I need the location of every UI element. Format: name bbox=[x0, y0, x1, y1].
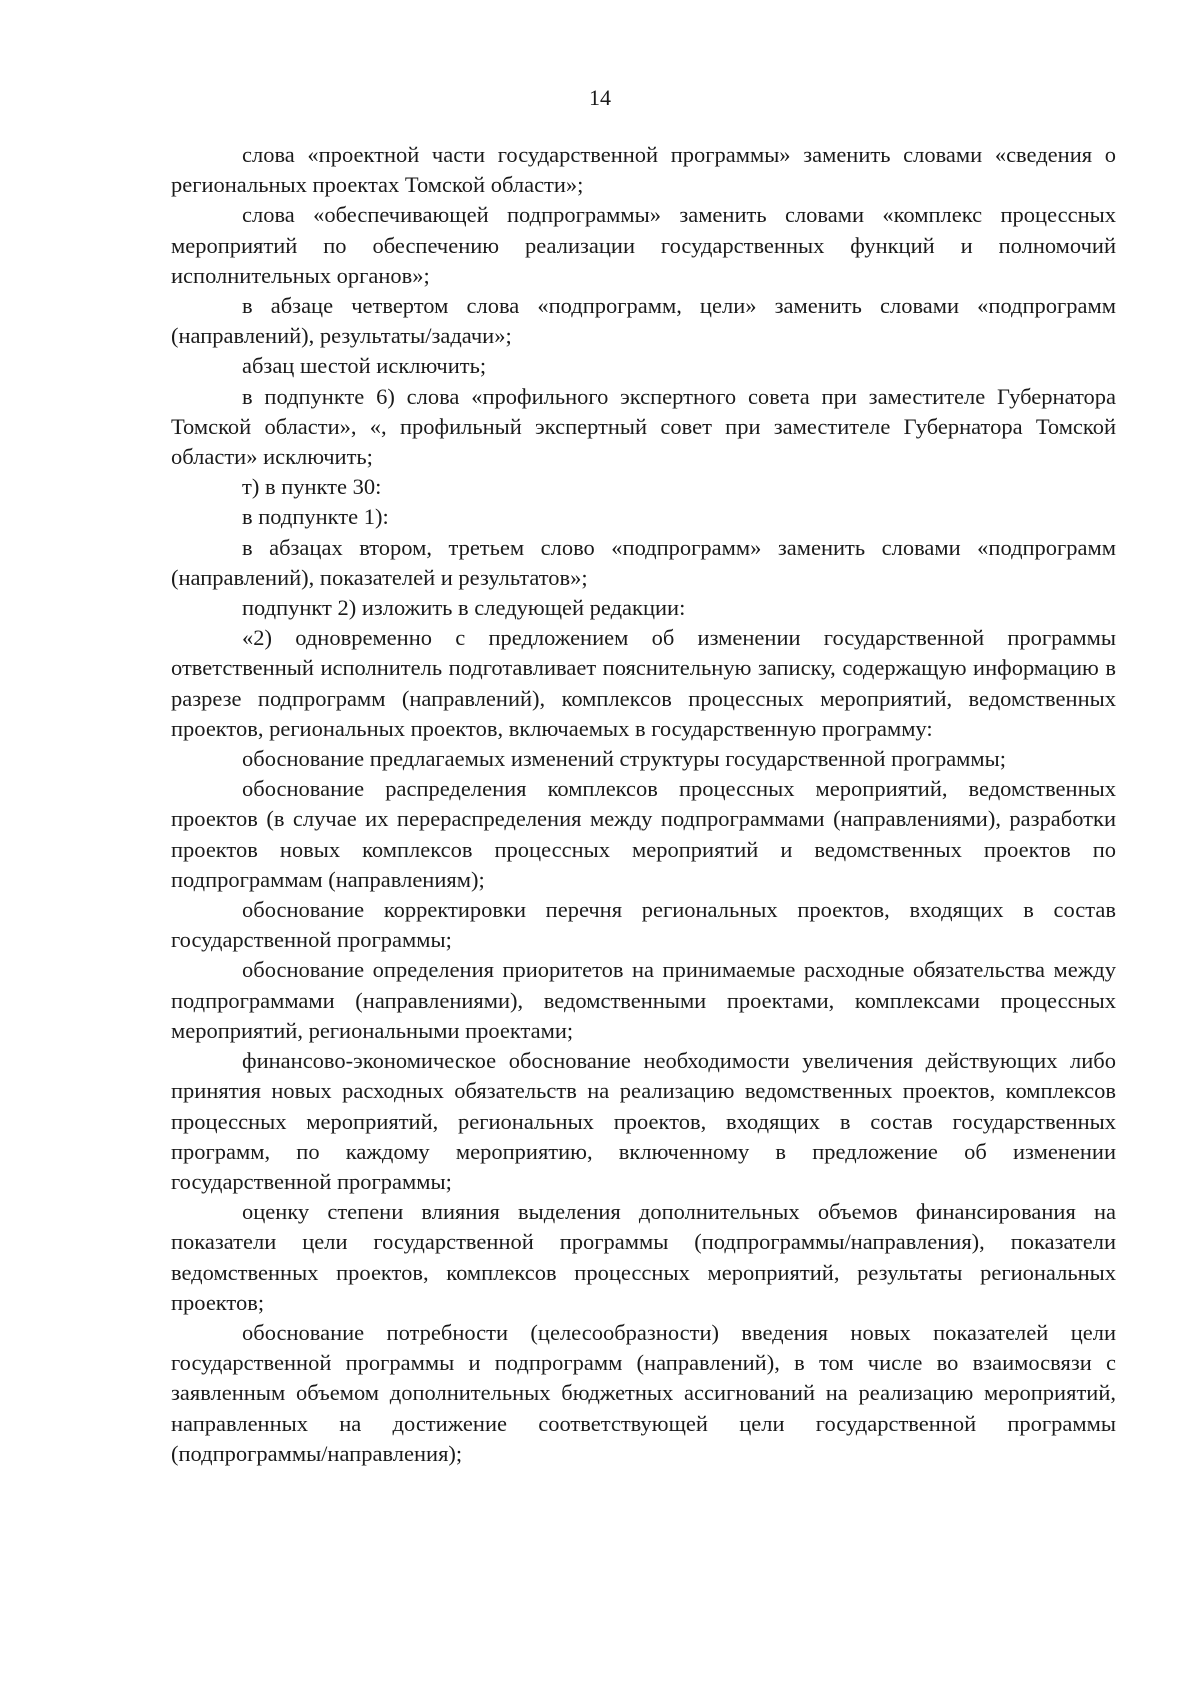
document-body bbox=[171, 140, 1116, 1469]
paragraph-10: «2) одновременно с предложением об изменении государственной программы ответственный исполнитель подготавливает пояснительную записку, содержащую информацию в разрезе подпрограмм (направлений), комплексов процессных мероприятий, ведомственных проектов, региональных проектов, включаемых в государственную программу: bbox=[171, 625, 1116, 741]
paragraph-9: подпункт 2) изложить в следующей редакции: bbox=[242, 595, 686, 621]
paragraph-17: обоснование потребности (целесообразности) введения новых показателей цели государственной программы и подпрограмм (направлений), в том числе во взаимосвязи с заявленным объемом дополнительных бюджетных ассигнований на реализацию мероприятий, направленных на достижение соответствующей цели государственной программы (подпрограммы/направления); bbox=[171, 1319, 1116, 1466]
paragraph-8: в абзацах втором, третьем слово «подпрограмм» заменить словами «подпрограмм (направлений), показателей и результатов»; bbox=[171, 534, 1116, 590]
paragraph-12: обоснование распределения комплексов процессных мероприятий, ведомственных проектов (в случае их перераспределения между подпрограммами (направлениями), разработки проектов новых комплексов процессных мероприятий и ведомственных проектов по подпрограммам (направлениям); bbox=[171, 776, 1116, 892]
paragraph-14: обоснование определения приоритетов на принимаемые расходные обязательства между подпрограммами (направлениями), ведомственными проектами, комплексами процессных мероприятий, региональными проектами; bbox=[171, 957, 1116, 1043]
paragraph-4: абзац шестой исключить; bbox=[242, 353, 487, 379]
paragraph-13: обоснование корректировки перечня региональных проектов, входящих в состав государственной программы; bbox=[171, 897, 1116, 953]
paragraph-5: в подпункте 6) слова «профильного экспертного совета при заместителе Губернатора Томской области», «, профильный экспертный совет при заместителе Губернатора Томской области» исключить; bbox=[171, 383, 1116, 470]
paragraph-15: финансово-экономическое обоснование необходимости увеличения действующих либо принятия новых расходных обязательств на реализацию ведомственных проектов, комплексов процессных мероприятий, региональных проектов, входящих в состав государственных программ, по каждому мероприятию, включенному в предложение об изменении государственной программы; bbox=[171, 1048, 1116, 1194]
paragraph-3: в абзаце четвертом слова «подпрограмм, цели» заменить словами «подпрограмм (направлений), результаты/задачи»; bbox=[171, 293, 1116, 349]
paragraph-16: оценку степени влияния выделения дополнительных объемов финансирования на показатели цели государственной программы (подпрограммы/направления), показатели ведомственных проектов, комплексов процессных мероприятий, результаты региональных проектов; bbox=[171, 1199, 1116, 1315]
paragraph-11: обоснование предлагаемых изменений структуры государственной программы; bbox=[242, 746, 1007, 772]
paragraph-1: слова «проектной части государственной программы» заменить словами «сведения о региональных проектах Томской области»; bbox=[171, 142, 1116, 198]
paragraph-7: в подпункте 1): bbox=[242, 504, 389, 530]
paragraph-6: т) в пункте 30: bbox=[242, 474, 382, 500]
page-number: 14 bbox=[589, 85, 611, 110]
paragraph-2: слова «обеспечивающей подпрограммы» заменить словами «комплекс процессных мероприятий по обеспечению реализации государственных функций и полномочий исполнительных органов»; bbox=[171, 202, 1116, 288]
